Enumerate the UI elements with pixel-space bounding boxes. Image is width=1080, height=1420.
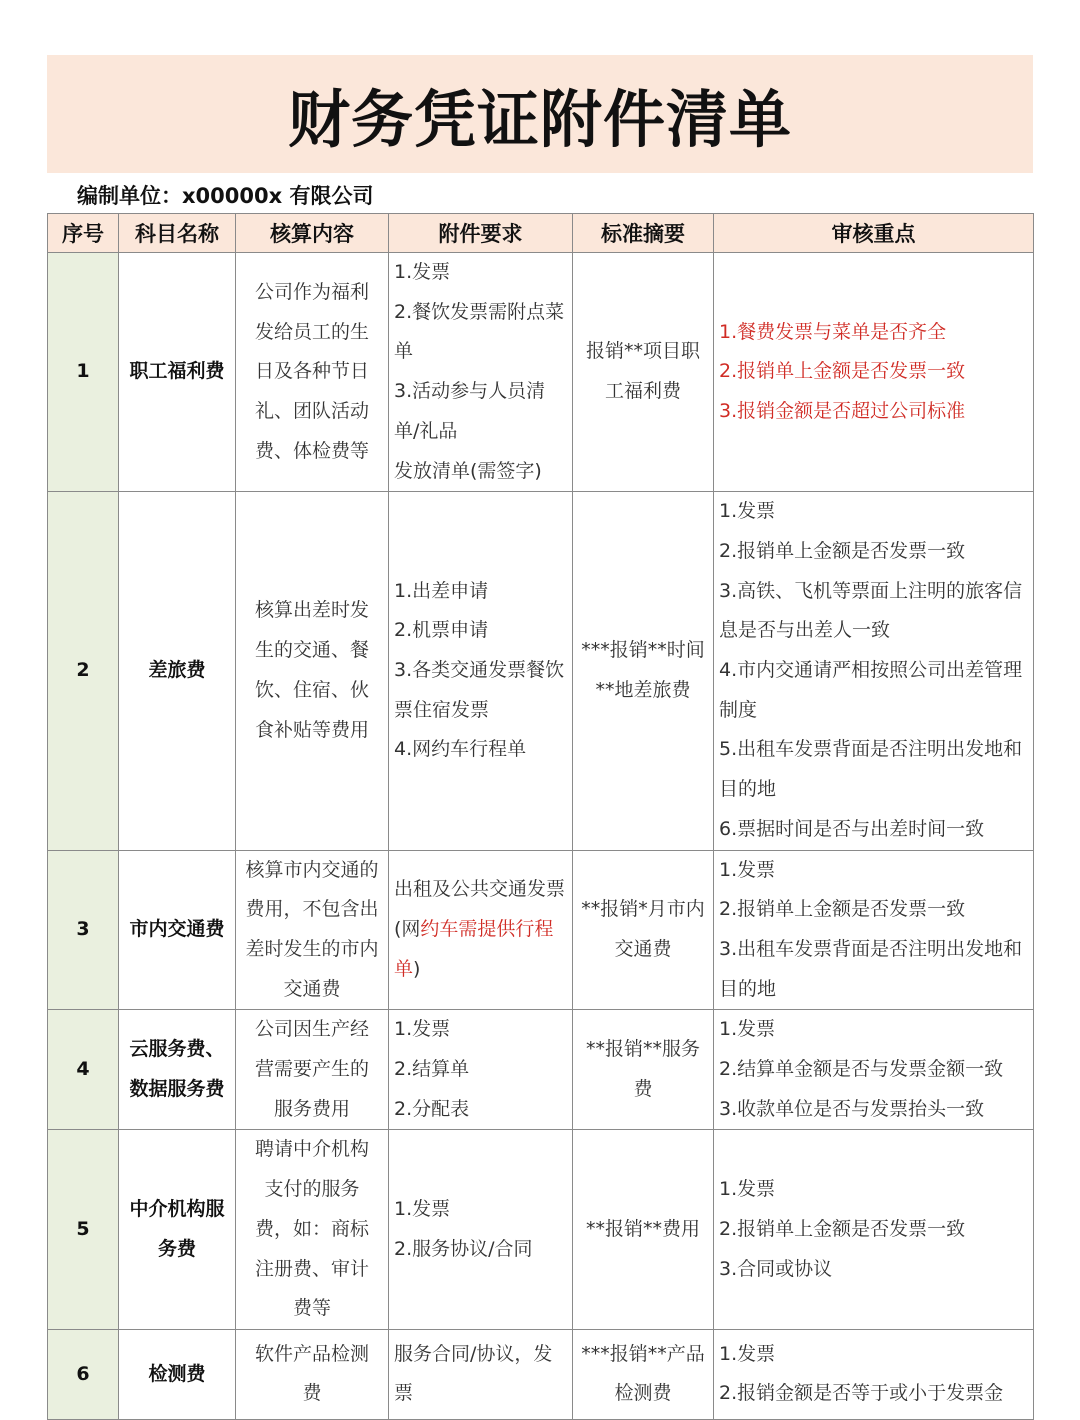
row-summary: ***报销**时间**地差旅费 bbox=[573, 492, 714, 850]
review-item: 5.出租车发票背面是否注明出发地和目的地 bbox=[719, 738, 1023, 801]
row-summary: 报销**项目职工福利费 bbox=[573, 253, 714, 492]
review-item: 1.发票 bbox=[719, 500, 776, 523]
table-row bbox=[48, 1130, 1034, 1330]
row-subject: 检测费 bbox=[119, 1329, 236, 1419]
attachment-item: 1.发票 bbox=[394, 1198, 451, 1221]
review-item: 2.报销单上金额是否发票一致 bbox=[719, 1217, 966, 1240]
header-content: 核算内容 bbox=[236, 214, 389, 253]
attachment-item: 2.服务协议/合同 bbox=[394, 1237, 533, 1260]
attachment-item: 2.结算单 bbox=[394, 1058, 470, 1081]
row-summary: **报销*月市内交通费 bbox=[573, 850, 714, 1010]
row-subject: 云服务费、数据服务费 bbox=[119, 1010, 236, 1130]
row-summary: **报销**服务费 bbox=[573, 1010, 714, 1130]
row-seq: 1 bbox=[48, 253, 119, 492]
row-review bbox=[714, 850, 1034, 1010]
review-item: 1.发票 bbox=[719, 1018, 776, 1041]
review-item: 3.高铁、飞机等票面上注明的旅客信息是否与出差人一致 bbox=[719, 579, 1023, 642]
header-attachments: 附件要求 bbox=[389, 214, 573, 253]
review-item: 1.发票 bbox=[719, 1178, 776, 1201]
review-item: 6.票据时间是否与出差时间一致 bbox=[719, 817, 985, 840]
review-item: 2.结算单金额是否与发票金额一致 bbox=[719, 1058, 1004, 1081]
row-subject: 中介机构服务费 bbox=[119, 1130, 236, 1330]
review-item: 3.出租车发票背面是否注明出发地和目的地 bbox=[719, 937, 1023, 1000]
row-content: 聘请中介机构支付的服务费，如：商标注册费、审计费等 bbox=[236, 1130, 389, 1330]
row-attachments bbox=[389, 492, 573, 850]
row-subject: 差旅费 bbox=[119, 492, 236, 850]
attachment-item: 1.出差申请 bbox=[394, 579, 489, 602]
attachment-item: 发放清单(需签字) bbox=[394, 459, 542, 482]
attachment-text: 出租及公共交通发票(网 bbox=[394, 878, 566, 941]
row-content: 公司作为福利发给员工的生日及各种节日礼、团队活动费、体检费等 bbox=[236, 253, 389, 492]
row-content: 软件产品检测费 bbox=[236, 1329, 389, 1419]
attachment-item: 2.机票申请 bbox=[394, 619, 489, 642]
attachment-tail: ) bbox=[413, 957, 421, 980]
attachment-item: 1.发票 bbox=[394, 1018, 451, 1041]
row-seq: 6 bbox=[48, 1329, 119, 1419]
row-seq: 5 bbox=[48, 1130, 119, 1330]
row-attachments bbox=[389, 1010, 573, 1130]
attachment-item: 1.发票 bbox=[394, 261, 451, 283]
attachment-item: 3.活动参与人员清单/礼品 bbox=[394, 380, 546, 442]
table-row bbox=[48, 850, 1034, 1010]
header-summary: 标准摘要 bbox=[573, 214, 714, 253]
row-review bbox=[714, 492, 1034, 850]
review-item: 1.发票 bbox=[719, 858, 776, 881]
review-item: 2.报销单上金额是否发票一致 bbox=[719, 539, 966, 562]
row-review bbox=[714, 253, 1034, 492]
row-subject: 职工福利费 bbox=[119, 253, 236, 492]
row-seq: 4 bbox=[48, 1010, 119, 1130]
review-item: 2.报销金额是否等于或小于发票金 bbox=[719, 1382, 1004, 1405]
row-attachments bbox=[389, 1130, 573, 1330]
row-review bbox=[714, 1130, 1034, 1330]
row-subject: 市内交通费 bbox=[119, 850, 236, 1010]
table-header-row bbox=[48, 214, 1034, 253]
row-attachments: 服务合同/协议，发票 bbox=[389, 1329, 573, 1419]
row-review bbox=[714, 1010, 1034, 1130]
review-item: 1.餐费发票与菜单是否齐全 bbox=[719, 320, 947, 343]
row-summary: ***报销**产品检测费 bbox=[573, 1329, 714, 1419]
review-item: 2.报销单上金额是否发票一致 bbox=[719, 898, 966, 921]
review-item: 3.收款单位是否与发票抬头一致 bbox=[719, 1097, 985, 1120]
header-subject: 科目名称 bbox=[119, 214, 236, 253]
table-row bbox=[48, 1329, 1034, 1419]
row-attachments bbox=[389, 253, 573, 492]
row-content: 核算市内交通的费用，不包含出差时发生的市内交通费 bbox=[236, 850, 389, 1010]
row-content: 核算出差时发生的交通、餐饮、住宿、伙食补贴等费用 bbox=[236, 492, 389, 850]
row-content: 公司因生产经营需要产生的服务费用 bbox=[236, 1010, 389, 1130]
table-row bbox=[48, 492, 1034, 850]
table-row bbox=[48, 1010, 1034, 1130]
voucher-table bbox=[47, 213, 1034, 1420]
attachment-item: 2.餐饮发票需附点菜单 bbox=[394, 300, 565, 363]
unit-label: 编制单位：x00000x 有限公司 bbox=[77, 184, 374, 208]
document-title: 财务凭证附件清单 bbox=[287, 82, 792, 156]
title-banner bbox=[47, 55, 1033, 173]
row-attachments bbox=[389, 850, 573, 1010]
row-review bbox=[714, 1329, 1034, 1419]
table-row bbox=[48, 253, 1034, 492]
row-summary: **报销**费用 bbox=[573, 1130, 714, 1330]
attachment-item: 3.各类交通发票餐饮票住宿发票 bbox=[394, 659, 565, 721]
attachment-item: 4.网约车行程单 bbox=[394, 738, 527, 761]
attachment-item: 2.分配表 bbox=[394, 1097, 470, 1120]
row-seq: 2 bbox=[48, 492, 119, 850]
header-seq: 序号 bbox=[48, 214, 119, 253]
row-seq: 3 bbox=[48, 850, 119, 1010]
review-item: 1.发票 bbox=[719, 1342, 776, 1365]
review-item: 3.报销金额是否超过公司标准 bbox=[719, 399, 966, 422]
header-review: 审核重点 bbox=[714, 214, 1034, 253]
review-item: 3.合同或协议 bbox=[719, 1257, 833, 1280]
review-item: 4.市内交通请严相按照公司出差管理制度 bbox=[719, 659, 1023, 721]
attachment-highlight: 约车需提供行程单 bbox=[394, 918, 554, 980]
review-item: 2.报销单上金额是否发票一致 bbox=[719, 360, 966, 383]
